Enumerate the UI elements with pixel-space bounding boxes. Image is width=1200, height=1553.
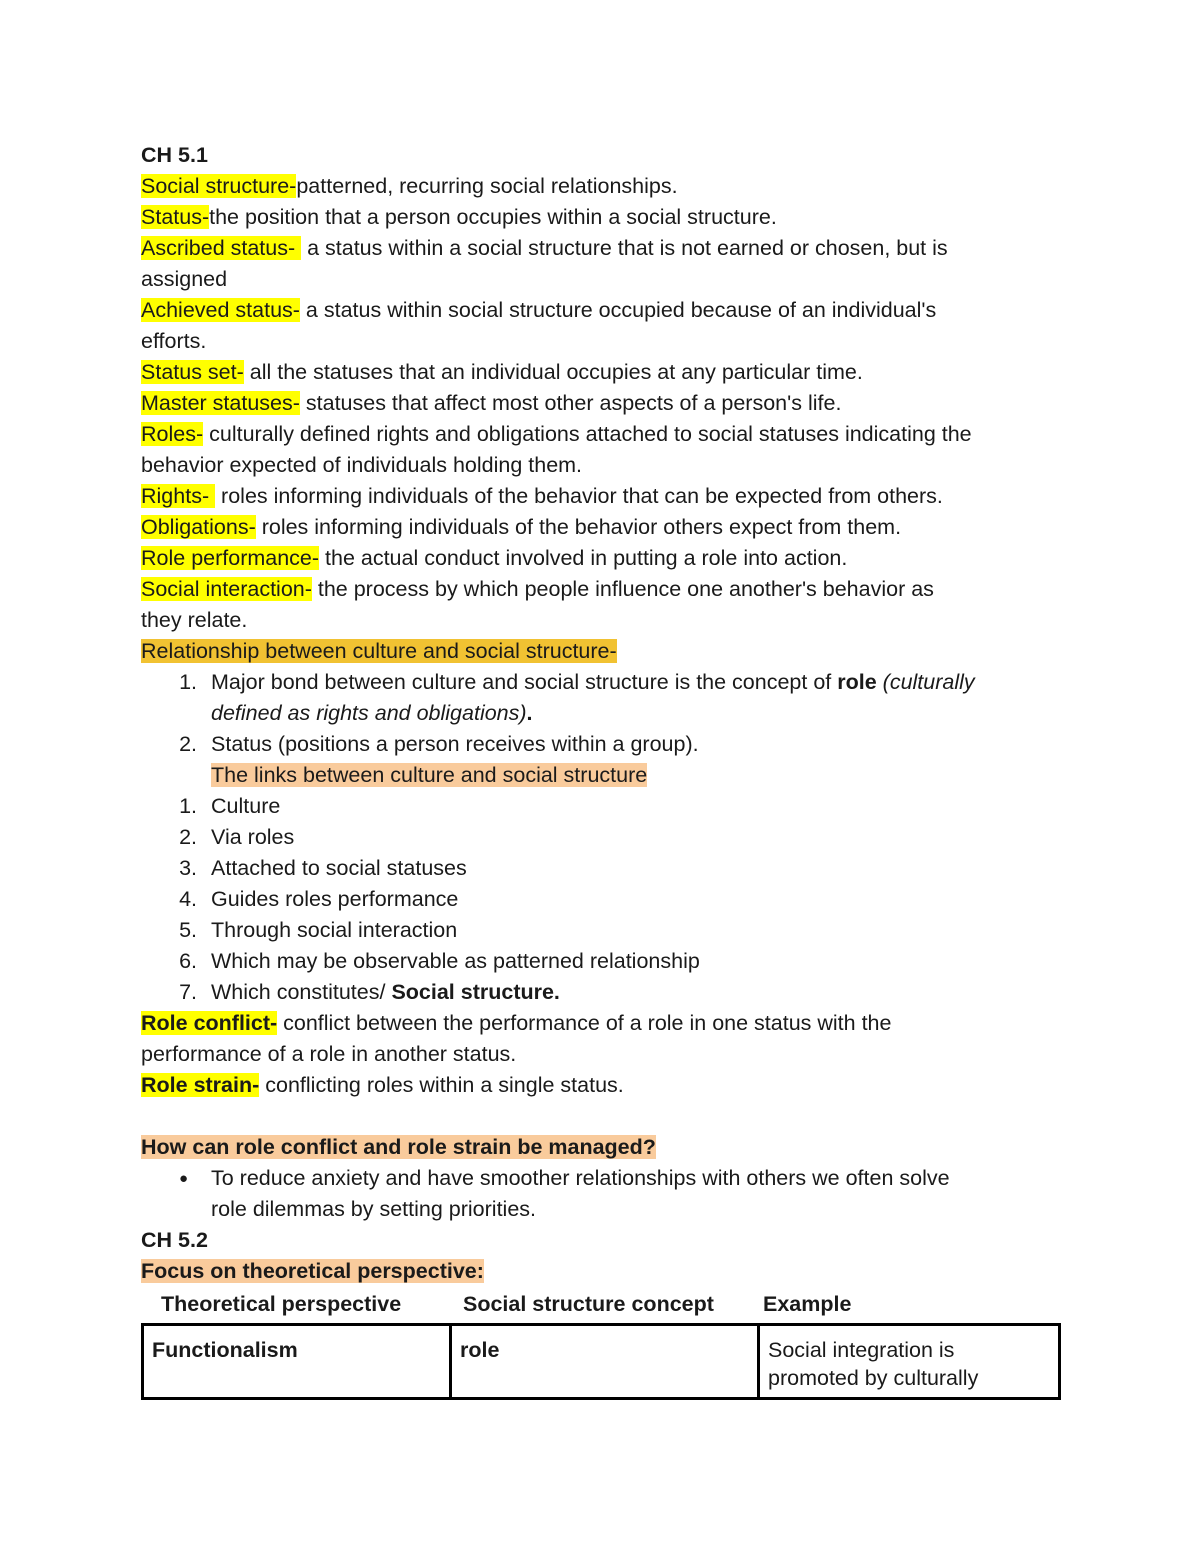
list-number: 2. — [179, 825, 197, 849]
definition-text: conflict between the performance of a role in one status with the — [277, 1011, 892, 1035]
definition-role-conflict — [141, 1008, 1061, 1039]
table-cell: Functionalism — [143, 1325, 451, 1399]
term-highlight: Role conflict- — [141, 1011, 278, 1035]
bullet-icon: ● — [179, 1170, 189, 1187]
bullet-continuation: role dilemmas by setting priorities. — [211, 1197, 537, 1221]
list-number: 1. — [179, 670, 197, 694]
italic-text: (culturally — [876, 670, 975, 694]
italic-text: defined as rights and obligations) — [211, 701, 527, 725]
definition-continuation: efforts. — [141, 329, 207, 353]
term-highlight: Master statuses- — [141, 391, 300, 415]
list-number: 6. — [179, 949, 197, 973]
list-item — [141, 884, 1061, 915]
focus-heading — [141, 1256, 1061, 1287]
definition-continuation: behavior expected of individuals holding them. — [141, 453, 583, 477]
heading-ch-5-1: CH 5.1 — [141, 143, 208, 167]
term-highlight: Rights- — [141, 484, 216, 508]
definition-social-interaction — [141, 574, 1061, 605]
term-highlight: Achieved status- — [141, 298, 300, 322]
focus-heading-text: Focus on theoretical perspective: — [141, 1259, 484, 1283]
definition-text: conflicting roles within a single status. — [259, 1073, 624, 1097]
definition-continuation: performance of a role in another status. — [141, 1042, 517, 1066]
list-item — [141, 915, 1061, 946]
list-item-text: Status (positions a person receives within a group). — [211, 732, 699, 756]
definition-text: the actual conduct involved in putting a role into action. — [319, 546, 848, 570]
definition-text: a status within social structure occupied because of an individual's — [299, 298, 937, 322]
term-highlight: Status- — [141, 205, 210, 229]
definition-ascribed-status — [141, 233, 1061, 264]
list-item — [141, 822, 1061, 853]
list-item-text: Guides roles performance — [211, 887, 459, 911]
term-highlight: Ascribed status- — [141, 236, 302, 260]
term-highlight: Social interaction- — [141, 577, 312, 601]
table-cell: role — [451, 1325, 759, 1399]
table-header-cell: Theoretical perspective — [161, 1292, 402, 1316]
definition-rights — [141, 481, 1061, 512]
bold-term: role — [837, 670, 877, 694]
links-heading-text: The links between culture and social structure — [211, 763, 648, 787]
definition-role-performance — [141, 543, 1061, 574]
list-item — [141, 791, 1061, 822]
definition-achieved-status — [141, 295, 1061, 326]
heading-ch-5-2: CH 5.2 — [141, 1228, 208, 1252]
table-cell-line: promoted by culturally — [768, 1366, 979, 1390]
definition-text: roles informing individuals of the behavior that can be expected from others. — [215, 484, 943, 508]
list-number: 7. — [179, 980, 197, 1004]
definition-roles — [141, 419, 1061, 450]
bold-term: Social structure. — [391, 980, 560, 1004]
list-item — [141, 946, 1061, 977]
list-item-text: Via roles — [211, 825, 295, 849]
definition-continuation: they relate. — [141, 608, 248, 632]
list-item — [141, 729, 1061, 760]
definition-role-strain — [141, 1070, 1061, 1101]
links-heading — [141, 760, 1061, 791]
definition-text: patterned, recurring social relationships. — [296, 174, 678, 198]
table-header-cell: Example — [763, 1292, 852, 1316]
definition-continuation: assigned — [141, 267, 228, 291]
definition-obligations — [141, 512, 1061, 543]
document-body — [141, 140, 1061, 1321]
list-item-text: Which may be observable as patterned relationship — [211, 949, 700, 973]
list-item — [141, 667, 1061, 698]
list-item-continuation — [141, 698, 1061, 729]
definition-text: the position that a person occupies within a social structure. — [209, 205, 777, 229]
list-item-text: Attached to social statuses — [211, 856, 467, 880]
perspective-table — [141, 1323, 1061, 1400]
term-highlight: Role strain- — [141, 1073, 260, 1097]
table-header-cell: Social structure concept — [463, 1292, 714, 1316]
definition-text: all the statuses that an individual occupies at any particular time. — [243, 360, 863, 384]
table-cell-line: Social integration is — [768, 1338, 955, 1362]
bullet-text: To reduce anxiety and have smoother relationships with others we often solve — [211, 1166, 950, 1190]
question-text: How can role conflict and role strain be managed? — [141, 1135, 656, 1159]
relationship-heading — [141, 636, 1061, 667]
term-highlight: Roles- — [141, 422, 204, 446]
list-item-text: Through social interaction — [211, 918, 458, 942]
list-item-text: Major bond between culture and social structure is the concept of — [211, 670, 838, 694]
table-cell — [759, 1325, 1060, 1399]
definition-text: culturally defined rights and obligations attached to social statuses indicating the — [203, 422, 972, 446]
term-highlight: Role performance- — [141, 546, 320, 570]
list-item-text: Which constitutes/ — [211, 980, 392, 1004]
list-item — [141, 853, 1061, 884]
term-highlight: Social structure- — [141, 174, 297, 198]
list-number: 2. — [179, 732, 197, 756]
bold-period: . — [526, 701, 533, 725]
definition-text: roles informing individuals of the behavior others expect from them. — [255, 515, 902, 539]
definition-text: the process by which people influence one another's behavior as — [311, 577, 934, 601]
definition-text: statuses that affect most other aspects of a person's life. — [299, 391, 842, 415]
list-item-text: Culture — [211, 794, 281, 818]
list-number: 5. — [179, 918, 197, 942]
term-highlight: Status set- — [141, 360, 244, 384]
question-heading — [141, 1132, 1061, 1163]
blank-line — [141, 1101, 1061, 1132]
definition-text: a status within a social structure that is not earned or chosen, but is — [301, 236, 948, 260]
definition-social-structure — [141, 171, 1061, 202]
table-row — [143, 1325, 1060, 1399]
list-number: 1. — [179, 794, 197, 818]
definition-status — [141, 202, 1061, 233]
definition-master-statuses — [141, 388, 1061, 419]
relationship-heading-text: Relationship between culture and social structure- — [141, 639, 617, 663]
bullet-item — [141, 1163, 1061, 1194]
list-number: 4. — [179, 887, 197, 911]
table-header-row — [141, 1287, 1061, 1321]
list-item — [141, 977, 1061, 1008]
definition-status-set — [141, 357, 1061, 388]
term-highlight: Obligations- — [141, 515, 256, 539]
list-number: 3. — [179, 856, 197, 880]
